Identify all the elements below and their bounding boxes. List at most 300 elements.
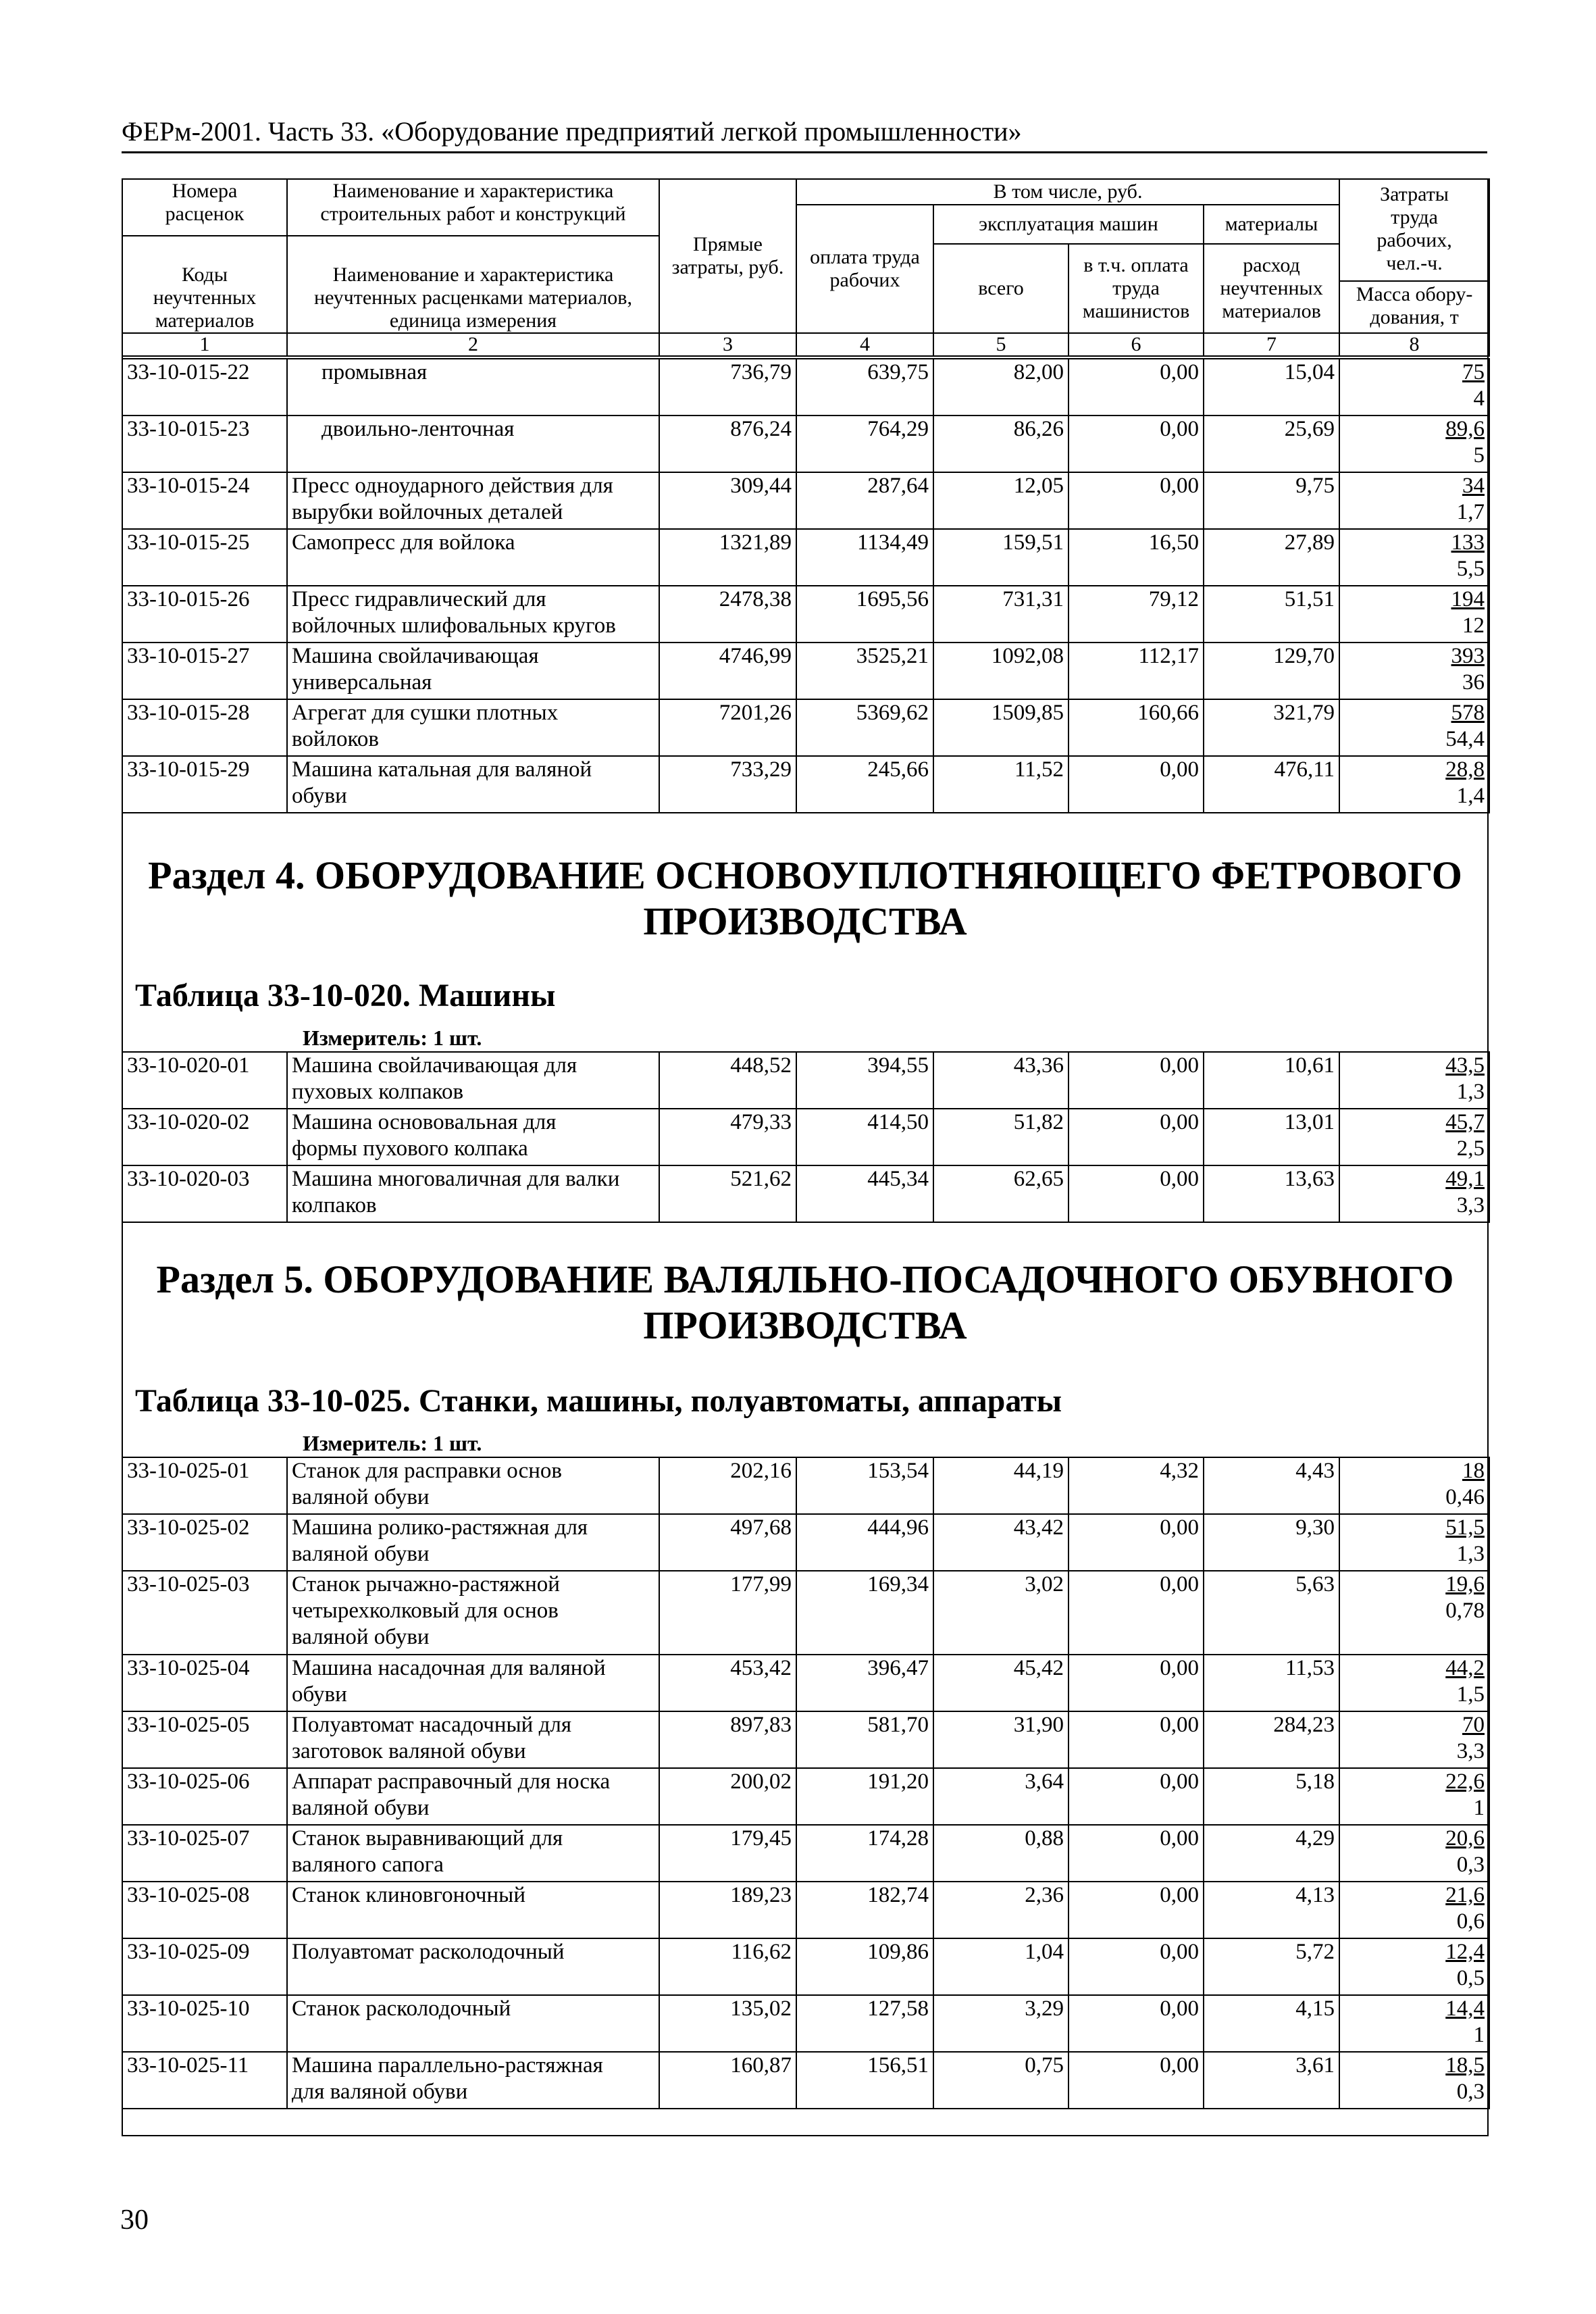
value-mat: 4,15 bbox=[1204, 1995, 1339, 2052]
table-row bbox=[122, 1052, 1489, 1109]
equipment-name-line: Машина основовальная для bbox=[292, 1110, 557, 1134]
value-mach: 43,42 bbox=[933, 1514, 1069, 1571]
value-direct: 179,45 bbox=[659, 1825, 796, 1882]
table-025-title: Таблица 33-10-025. Станки, машины, полуавтоматы, аппараты bbox=[135, 1383, 1062, 1419]
labor-mass-cell bbox=[1339, 1655, 1489, 1711]
equipment-name-line: валяной обуви bbox=[292, 1485, 430, 1509]
value-mach: 1509,85 bbox=[933, 699, 1069, 756]
value-labor: 287,64 bbox=[796, 472, 933, 529]
labor-mass-cell bbox=[1339, 1052, 1489, 1109]
value-mat: 5,18 bbox=[1204, 1768, 1339, 1825]
table-row bbox=[122, 643, 1489, 699]
value-mach: 3,02 bbox=[933, 1571, 1069, 1655]
equipment-mass: 1 bbox=[1473, 1796, 1485, 1820]
table-row bbox=[122, 1711, 1489, 1768]
equipment-name-line: валяного сапога bbox=[292, 1853, 444, 1877]
equipment-mass: 1,3 bbox=[1456, 1080, 1485, 1104]
equipment-mass: 1,4 bbox=[1456, 784, 1485, 808]
price-table-025 bbox=[122, 1457, 1490, 2109]
rate-code: 33-10-015-24 bbox=[122, 472, 287, 529]
labor-mass-cell bbox=[1339, 699, 1489, 756]
equipment-name-line: войлоков bbox=[292, 727, 379, 751]
value-labor: 5369,62 bbox=[796, 699, 933, 756]
equipment-name-line: Машина многоваличная для валки bbox=[292, 1167, 620, 1191]
value-direct: 160,87 bbox=[659, 2052, 796, 2109]
value-mat: 4,13 bbox=[1204, 1882, 1339, 1938]
labor-hours: 393 bbox=[1451, 644, 1485, 668]
value-mach: 12,05 bbox=[933, 472, 1069, 529]
table-row bbox=[122, 1514, 1489, 1571]
section-4-title: Раздел 4. ОБОРУДОВАНИЕ ОСНОВОУПЛОТНЯЮЩЕГО ФЕТРОВОГО ПРОИЗВОДСТВА bbox=[148, 853, 1462, 943]
equipment-name-line: формы пухового колпака bbox=[292, 1136, 528, 1161]
equipment-name-line: Машина катальная для валяной bbox=[292, 757, 592, 782]
labor-mass-cell bbox=[1339, 416, 1489, 472]
labor-mass-cell bbox=[1339, 1571, 1489, 1655]
table-row bbox=[122, 1109, 1489, 1165]
labor-mass-cell bbox=[1339, 586, 1489, 643]
value-labor: 109,86 bbox=[796, 1938, 933, 1995]
value-labor: 639,75 bbox=[796, 359, 933, 416]
price-table-020 bbox=[122, 1051, 1490, 1223]
equipment-name bbox=[287, 643, 659, 699]
value-direct: 116,62 bbox=[659, 1938, 796, 1995]
labor-mass-cell bbox=[1339, 1165, 1489, 1222]
value-labor: 1695,56 bbox=[796, 586, 933, 643]
value-labor: 445,34 bbox=[796, 1165, 933, 1222]
value-labor: 581,70 bbox=[796, 1711, 933, 1768]
labor-mass-cell bbox=[1339, 756, 1489, 813]
value-mat: 4,29 bbox=[1204, 1825, 1339, 1882]
equipment-mass: 3,3 bbox=[1456, 1739, 1485, 1763]
equipment-name-line: Станок для расправки основ bbox=[292, 1459, 563, 1483]
labor-mass-cell bbox=[1339, 1109, 1489, 1165]
value-mach: 1092,08 bbox=[933, 643, 1069, 699]
equipment-mass: 0,5 bbox=[1456, 1966, 1485, 1990]
value-mach-labor: 0,00 bbox=[1069, 1768, 1204, 1825]
equipment-name-line: Аппарат расправочный для носка bbox=[292, 1769, 611, 1794]
equipment-name-line: универсальная bbox=[292, 670, 432, 695]
equipment-name bbox=[287, 1938, 659, 1995]
value-labor: 764,29 bbox=[796, 416, 933, 472]
equipment-name-line: Машина насадочная для валяной bbox=[292, 1656, 606, 1680]
value-mach-labor: 0,00 bbox=[1069, 756, 1204, 813]
value-mach-labor: 0,00 bbox=[1069, 1109, 1204, 1165]
labor-mass-cell bbox=[1339, 529, 1489, 586]
rate-code: 33-10-020-03 bbox=[122, 1165, 287, 1222]
value-direct: 2478,38 bbox=[659, 586, 796, 643]
equipment-name-line: двоильно-ленточная bbox=[321, 417, 515, 441]
value-labor: 3525,21 bbox=[796, 643, 933, 699]
equipment-name bbox=[287, 416, 659, 472]
page-header: ФЕРм-2001. Часть 33. «Оборудование предприятий легкой промышленности» bbox=[122, 116, 1487, 153]
equipment-mass: 1,3 bbox=[1456, 1542, 1485, 1566]
equipment-name-line: Машина свойлачивающая bbox=[292, 644, 539, 668]
equipment-name-line: обуви bbox=[292, 784, 347, 808]
value-labor: 127,58 bbox=[796, 1995, 933, 2052]
labor-hours: 75 bbox=[1462, 360, 1485, 384]
col-index: 1 bbox=[122, 333, 287, 356]
value-labor: 394,55 bbox=[796, 1052, 933, 1109]
value-direct: 189,23 bbox=[659, 1882, 796, 1938]
value-direct: 479,33 bbox=[659, 1109, 796, 1165]
rate-code: 33-10-025-05 bbox=[122, 1711, 287, 1768]
value-mach-labor: 0,00 bbox=[1069, 1711, 1204, 1768]
value-mat: 4,43 bbox=[1204, 1457, 1339, 1514]
equipment-name bbox=[287, 1768, 659, 1825]
equipment-name bbox=[287, 1655, 659, 1711]
value-direct: 1321,89 bbox=[659, 529, 796, 586]
value-direct: 497,68 bbox=[659, 1514, 796, 1571]
labor-hours: 18,5 bbox=[1445, 2053, 1485, 2078]
rate-code: 33-10-015-29 bbox=[122, 756, 287, 813]
table-row bbox=[122, 2052, 1489, 2109]
labor-hours: 43,5 bbox=[1445, 1053, 1485, 1078]
value-mat: 10,61 bbox=[1204, 1052, 1339, 1109]
equipment-name-line: четырехколковый для основ bbox=[292, 1599, 559, 1623]
equipment-mass: 0,78 bbox=[1445, 1599, 1485, 1623]
labor-hours: 21,6 bbox=[1445, 1883, 1485, 1907]
labor-hours: 14,4 bbox=[1445, 1996, 1485, 2021]
table-row bbox=[122, 1938, 1489, 1995]
equipment-name-line: Пресс гидравлический для bbox=[292, 587, 546, 611]
rate-code: 33-10-025-10 bbox=[122, 1995, 287, 2052]
equipment-mass: 0,3 bbox=[1456, 1853, 1485, 1877]
rate-code: 33-10-025-11 bbox=[122, 2052, 287, 2109]
rate-code: 33-10-015-27 bbox=[122, 643, 287, 699]
table-row bbox=[122, 1571, 1489, 1655]
table-020-unit: Измеритель: 1 шт. bbox=[303, 1026, 482, 1050]
value-direct: 200,02 bbox=[659, 1768, 796, 1825]
value-mach: 45,42 bbox=[933, 1655, 1069, 1711]
equipment-name-line: Станок расколодочный bbox=[292, 1996, 511, 2021]
value-mat: 5,63 bbox=[1204, 1571, 1339, 1655]
value-direct: 521,62 bbox=[659, 1165, 796, 1222]
value-mach: 11,52 bbox=[933, 756, 1069, 813]
page-number: 30 bbox=[120, 2205, 149, 2236]
equipment-name-line: колпаков bbox=[292, 1193, 377, 1217]
equipment-name bbox=[287, 1109, 659, 1165]
col-labor-header: оплата труда рабочих bbox=[796, 205, 933, 333]
value-labor: 396,47 bbox=[796, 1655, 933, 1711]
value-mach: 43,36 bbox=[933, 1052, 1069, 1109]
labor-hours: 45,7 bbox=[1445, 1110, 1485, 1134]
col-index: 2 bbox=[287, 333, 659, 356]
value-mat: 5,72 bbox=[1204, 1938, 1339, 1995]
col-group-header: В том числе, руб. bbox=[796, 179, 1339, 205]
rate-code: 33-10-015-23 bbox=[122, 416, 287, 472]
equipment-mass: 54,4 bbox=[1445, 727, 1485, 751]
equipment-mass: 3,3 bbox=[1456, 1193, 1485, 1217]
table-row bbox=[122, 1457, 1489, 1514]
table-row bbox=[122, 529, 1489, 586]
value-labor: 1134,49 bbox=[796, 529, 933, 586]
value-mach-labor: 0,00 bbox=[1069, 1571, 1204, 1655]
value-mach-labor: 0,00 bbox=[1069, 359, 1204, 416]
col-direct-header: Прямые затраты, руб. bbox=[659, 179, 796, 333]
rate-code: 33-10-020-01 bbox=[122, 1052, 287, 1109]
value-mach-labor: 0,00 bbox=[1069, 1165, 1204, 1222]
equipment-name bbox=[287, 529, 659, 586]
value-mach-labor: 0,00 bbox=[1069, 1995, 1204, 2052]
labor-hours: 49,1 bbox=[1445, 1167, 1485, 1191]
table-row bbox=[122, 699, 1489, 756]
rate-code: 33-10-015-25 bbox=[122, 529, 287, 586]
value-mach-labor: 4,32 bbox=[1069, 1457, 1204, 1514]
labor-hours: 194 bbox=[1451, 587, 1485, 611]
equipment-mass: 1 bbox=[1473, 2023, 1485, 2047]
value-direct: 733,29 bbox=[659, 756, 796, 813]
labor-mass-cell bbox=[1339, 359, 1489, 416]
value-direct: 202,16 bbox=[659, 1457, 796, 1514]
value-mach: 3,29 bbox=[933, 1995, 1069, 2052]
col-hours-header: Затраты труда рабочих, чел.-ч. Масса обору-дования, т bbox=[1339, 179, 1489, 333]
value-mach-labor: 112,17 bbox=[1069, 643, 1204, 699]
labor-hours: 19,6 bbox=[1445, 1572, 1485, 1596]
rate-code: 33-10-025-01 bbox=[122, 1457, 287, 1514]
value-direct: 177,99 bbox=[659, 1571, 796, 1655]
value-mach: 0,88 bbox=[933, 1825, 1069, 1882]
equipment-mass: 36 bbox=[1462, 670, 1485, 695]
col-materials-sub-header: расход неучтенных материалов bbox=[1204, 244, 1339, 333]
rate-code: 33-10-015-28 bbox=[122, 699, 287, 756]
value-mach: 1,04 bbox=[933, 1938, 1069, 1995]
labor-mass-cell bbox=[1339, 643, 1489, 699]
value-mach: 3,64 bbox=[933, 1768, 1069, 1825]
rate-code: 33-10-025-03 bbox=[122, 1571, 287, 1655]
equipment-name-line: пуховых колпаков bbox=[292, 1080, 464, 1104]
labor-hours: 18 bbox=[1462, 1459, 1485, 1483]
value-direct: 897,83 bbox=[659, 1711, 796, 1768]
labor-mass-cell bbox=[1339, 1711, 1489, 1768]
labor-hours: 22,6 bbox=[1445, 1769, 1485, 1794]
value-mach: 86,26 bbox=[933, 416, 1069, 472]
equipment-name-line: Машина свойлачивающая для bbox=[292, 1053, 577, 1078]
value-labor: 444,96 bbox=[796, 1514, 933, 1571]
value-mach-labor: 0,00 bbox=[1069, 1938, 1204, 1995]
rate-code: 33-10-015-22 bbox=[122, 359, 287, 416]
value-mach: 0,75 bbox=[933, 2052, 1069, 2109]
value-mat: 13,01 bbox=[1204, 1109, 1339, 1165]
labor-mass-cell bbox=[1339, 472, 1489, 529]
equipment-mass: 0,3 bbox=[1456, 2080, 1485, 2104]
equipment-name-line: Машина параллельно-растяжная bbox=[292, 2053, 603, 2078]
col-machines-total-header: всего bbox=[933, 244, 1069, 333]
equipment-name-line: вырубки войлочных деталей bbox=[292, 500, 563, 524]
equipment-name bbox=[287, 1995, 659, 2052]
equipment-name bbox=[287, 1825, 659, 1882]
equipment-name bbox=[287, 1571, 659, 1655]
rate-code: 33-10-025-02 bbox=[122, 1514, 287, 1571]
equipment-name bbox=[287, 699, 659, 756]
value-direct: 453,42 bbox=[659, 1655, 796, 1711]
equipment-name bbox=[287, 359, 659, 416]
section-5-title: Раздел 5. ОБОРУДОВАНИЕ ВАЛЯЛЬНО-ПОСАДОЧНОГО ОБУВНОГО ПРОИЗВОДСТВА bbox=[156, 1257, 1454, 1347]
value-mat: 11,53 bbox=[1204, 1655, 1339, 1711]
table-row bbox=[122, 359, 1489, 416]
equipment-name bbox=[287, 756, 659, 813]
value-mat: 284,23 bbox=[1204, 1711, 1339, 1768]
table-row bbox=[122, 1655, 1489, 1711]
value-labor: 245,66 bbox=[796, 756, 933, 813]
labor-mass-cell bbox=[1339, 1514, 1489, 1571]
equipment-name bbox=[287, 586, 659, 643]
price-table-015 bbox=[122, 358, 1490, 813]
table-header bbox=[122, 178, 1490, 357]
equipment-name-line: Станок рычажно-растяжной bbox=[292, 1572, 560, 1596]
table-025-unit: Измеритель: 1 шт. bbox=[303, 1431, 482, 1455]
value-mat: 27,89 bbox=[1204, 529, 1339, 586]
value-mat: 129,70 bbox=[1204, 643, 1339, 699]
value-mach-labor: 16,50 bbox=[1069, 529, 1204, 586]
value-mat: 15,04 bbox=[1204, 359, 1339, 416]
equipment-mass: 0,46 bbox=[1445, 1485, 1485, 1509]
value-mat: 9,30 bbox=[1204, 1514, 1339, 1571]
rate-code: 33-10-025-06 bbox=[122, 1768, 287, 1825]
value-mach: 51,82 bbox=[933, 1109, 1069, 1165]
equipment-mass: 5 bbox=[1473, 443, 1485, 468]
labor-hours: 44,2 bbox=[1445, 1656, 1485, 1680]
labor-mass-cell bbox=[1339, 1768, 1489, 1825]
equipment-name-line: промывная bbox=[321, 360, 428, 384]
equipment-mass: 2,5 bbox=[1456, 1136, 1485, 1161]
col-index: 7 bbox=[1204, 333, 1339, 356]
table-row bbox=[122, 1768, 1489, 1825]
equipment-name-line: Станок выравнивающий для bbox=[292, 1826, 563, 1851]
rate-code: 33-10-025-08 bbox=[122, 1882, 287, 1938]
col-index: 6 bbox=[1069, 333, 1204, 356]
labor-hours: 20,6 bbox=[1445, 1826, 1485, 1851]
value-labor: 191,20 bbox=[796, 1768, 933, 1825]
labor-hours: 70 bbox=[1462, 1713, 1485, 1737]
col-machines-labor-header: в т.ч. оплата труда машинистов bbox=[1069, 244, 1204, 333]
value-mach-labor: 0,00 bbox=[1069, 472, 1204, 529]
labor-mass-cell bbox=[1339, 1457, 1489, 1514]
value-mat: 476,11 bbox=[1204, 756, 1339, 813]
col-index: 8 bbox=[1339, 333, 1489, 356]
value-mach-labor: 0,00 bbox=[1069, 1052, 1204, 1109]
labor-mass-cell bbox=[1339, 1882, 1489, 1938]
value-mach-labor: 160,66 bbox=[1069, 699, 1204, 756]
rate-code: 33-10-025-09 bbox=[122, 1938, 287, 1995]
equipment-name bbox=[287, 1711, 659, 1768]
equipment-name bbox=[287, 2052, 659, 2109]
col-index: 5 bbox=[933, 333, 1069, 356]
value-direct: 7201,26 bbox=[659, 699, 796, 756]
col-number-header: Номера расценок Коды неучтенных материалов bbox=[122, 179, 287, 333]
value-direct: 876,24 bbox=[659, 416, 796, 472]
col-machines-header: эксплуатация машин bbox=[933, 205, 1204, 244]
value-labor: 414,50 bbox=[796, 1109, 933, 1165]
col-index: 4 bbox=[796, 333, 933, 356]
col-name-header: Наименование и характеристика строительных работ и конструкций Наименование и характеристика неучтенных расценками материалов, единица измерения bbox=[287, 179, 659, 333]
value-labor: 174,28 bbox=[796, 1825, 933, 1882]
table-row bbox=[122, 1825, 1489, 1882]
equipment-name-line: валяной обуви bbox=[292, 1625, 430, 1649]
table-row bbox=[122, 586, 1489, 643]
equipment-name-line: Пресс одноударного действия для bbox=[292, 474, 613, 498]
equipment-name bbox=[287, 1882, 659, 1938]
equipment-name-line: для валяной обуви bbox=[292, 2080, 468, 2104]
equipment-mass: 1,5 bbox=[1456, 1682, 1485, 1707]
value-labor: 153,54 bbox=[796, 1457, 933, 1514]
value-mach-labor: 0,00 bbox=[1069, 1882, 1204, 1938]
table-row bbox=[122, 416, 1489, 472]
equipment-name-line: валяной обуви bbox=[292, 1796, 430, 1820]
rate-code: 33-10-025-04 bbox=[122, 1655, 287, 1711]
equipment-name-line: Машина ролико-растяжная для bbox=[292, 1515, 588, 1540]
equipment-name bbox=[287, 1165, 659, 1222]
equipment-name-line: Самопресс для войлока bbox=[292, 530, 515, 555]
equipment-name-line: Полуавтомат расколодочный bbox=[292, 1940, 565, 1964]
col-materials-header: материалы bbox=[1204, 205, 1339, 244]
value-direct: 135,02 bbox=[659, 1995, 796, 2052]
value-mat: 9,75 bbox=[1204, 472, 1339, 529]
value-direct: 309,44 bbox=[659, 472, 796, 529]
value-mach: 62,65 bbox=[933, 1165, 1069, 1222]
value-direct: 736,79 bbox=[659, 359, 796, 416]
value-mach: 31,90 bbox=[933, 1711, 1069, 1768]
labor-mass-cell bbox=[1339, 1995, 1489, 2052]
equipment-mass: 5,5 bbox=[1456, 557, 1485, 581]
value-mach-labor: 0,00 bbox=[1069, 2052, 1204, 2109]
labor-hours: 51,5 bbox=[1445, 1515, 1485, 1540]
equipment-name-line: Агрегат для сушки плотных bbox=[292, 701, 559, 725]
value-mach: 159,51 bbox=[933, 529, 1069, 586]
table-row bbox=[122, 1165, 1489, 1222]
value-direct: 448,52 bbox=[659, 1052, 796, 1109]
table-row bbox=[122, 1882, 1489, 1938]
value-direct: 4746,99 bbox=[659, 643, 796, 699]
labor-hours: 89,6 bbox=[1445, 417, 1485, 441]
rate-code: 33-10-025-07 bbox=[122, 1825, 287, 1882]
value-mat: 321,79 bbox=[1204, 699, 1339, 756]
equipment-name bbox=[287, 1514, 659, 1571]
labor-mass-cell bbox=[1339, 1938, 1489, 1995]
value-mach: 82,00 bbox=[933, 359, 1069, 416]
value-mach-labor: 0,00 bbox=[1069, 1514, 1204, 1571]
table-020-title: Таблица 33-10-020. Машины bbox=[135, 978, 556, 1013]
equipment-name bbox=[287, 1457, 659, 1514]
equipment-name-line: валяной обуви bbox=[292, 1542, 430, 1566]
col-index: 3 bbox=[659, 333, 796, 356]
table-row bbox=[122, 756, 1489, 813]
equipment-mass: 4 bbox=[1473, 386, 1485, 411]
labor-hours: 578 bbox=[1451, 701, 1485, 725]
labor-mass-cell bbox=[1339, 2052, 1489, 2109]
value-mat: 25,69 bbox=[1204, 416, 1339, 472]
equipment-mass: 12 bbox=[1462, 613, 1485, 638]
equipment-name-line: заготовок валяной обуви bbox=[292, 1739, 526, 1763]
labor-hours: 133 bbox=[1451, 530, 1485, 555]
value-mat: 13,63 bbox=[1204, 1165, 1339, 1222]
equipment-mass: 1,7 bbox=[1456, 500, 1485, 524]
equipment-name-line: Станок клиновгоночный bbox=[292, 1883, 526, 1907]
labor-mass-cell bbox=[1339, 1825, 1489, 1882]
value-labor: 156,51 bbox=[796, 2052, 933, 2109]
equipment-mass: 0,6 bbox=[1456, 1909, 1485, 1934]
value-labor: 169,34 bbox=[796, 1571, 933, 1655]
equipment-name bbox=[287, 472, 659, 529]
value-mat: 51,51 bbox=[1204, 586, 1339, 643]
labor-hours: 34 bbox=[1462, 474, 1485, 498]
labor-hours: 28,8 bbox=[1445, 757, 1485, 782]
table-row bbox=[122, 472, 1489, 529]
rate-code: 33-10-015-26 bbox=[122, 586, 287, 643]
value-mach-labor: 0,00 bbox=[1069, 1825, 1204, 1882]
equipment-name-line: обуви bbox=[292, 1682, 347, 1707]
value-mach-labor: 79,12 bbox=[1069, 586, 1204, 643]
value-mach: 44,19 bbox=[933, 1457, 1069, 1514]
